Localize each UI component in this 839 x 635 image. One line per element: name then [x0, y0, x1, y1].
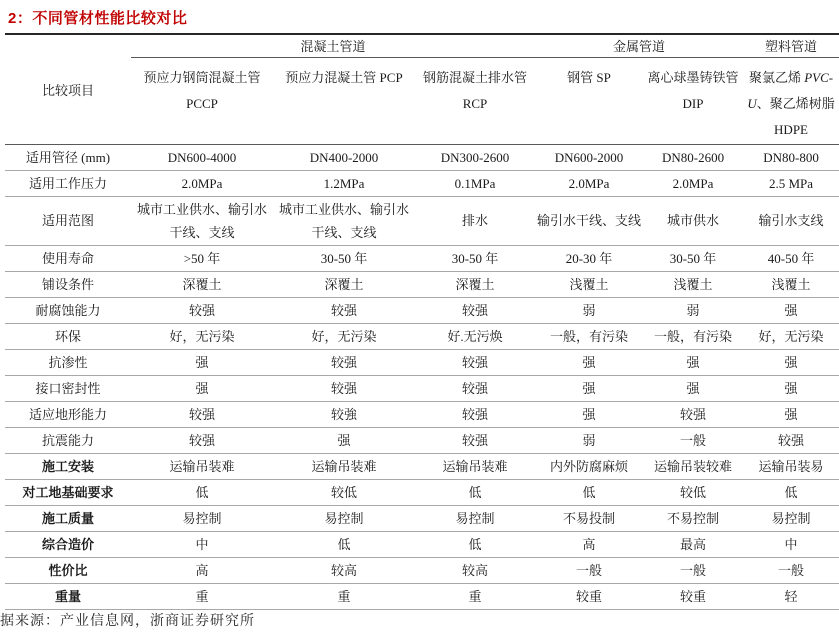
table-cell: 中	[131, 531, 273, 557]
plastic-name-post: 、聚乙烯树脂 HDPE	[756, 95, 835, 137]
table-cell: >50 年	[131, 245, 273, 271]
table-cell: 深覆土	[273, 271, 415, 297]
table-cell: 城市工业供水、输引水干线、支线	[273, 196, 415, 245]
table-cell: 城市工业供水、输引水干线、支线	[131, 196, 273, 245]
row-label: 接口密封性	[5, 375, 131, 401]
row-label: 对工地基础要求	[5, 479, 131, 505]
table-cell: 较高	[273, 557, 415, 583]
table-cell: 较强	[131, 401, 273, 427]
plastic-name-pre: 聚氯乙烯	[748, 69, 805, 85]
table-cell: 较强	[415, 349, 535, 375]
table-cell: DN80-2600	[643, 144, 743, 170]
table-cell: 强	[743, 349, 839, 375]
table-cell: 强	[131, 349, 273, 375]
table-cell: 低	[535, 479, 643, 505]
table-cell: 深覆土	[131, 271, 273, 297]
table-cell: 低	[415, 479, 535, 505]
table-cell: 易控制	[273, 505, 415, 531]
table-cell: 较强	[415, 375, 535, 401]
row-label: 综合造价	[5, 531, 131, 557]
source-note: 据来源：产业信息网，浙商证券研究所	[0, 614, 255, 629]
table-cell: 较强	[131, 427, 273, 453]
table-cell: 2.0MPa	[643, 170, 743, 196]
table-cell: 重	[131, 583, 273, 609]
table-cell: 强	[535, 375, 643, 401]
row-label: 环保	[5, 323, 131, 349]
table-cell: 重	[415, 583, 535, 609]
table-cell: 较强	[273, 349, 415, 375]
table-cell: 1.2MPa	[273, 170, 415, 196]
table-cell: 低	[131, 479, 273, 505]
table-cell: 强	[743, 401, 839, 427]
table-cell: 2.0MPa	[535, 170, 643, 196]
table-row	[5, 505, 839, 531]
table-row	[5, 271, 839, 297]
table-cell: 较強	[273, 401, 415, 427]
table-cell: 浅覆土	[535, 271, 643, 297]
table-cell: 低	[743, 479, 839, 505]
table-cell: 低	[415, 531, 535, 557]
table-cell: 好，无污染	[743, 323, 839, 349]
table-cell: 强	[743, 297, 839, 323]
table-cell: 一般，有污染	[643, 323, 743, 349]
table-cell: DN400-2000	[273, 144, 415, 170]
table-cell: 强	[535, 401, 643, 427]
table-cell: 一般，有污染	[535, 323, 643, 349]
table-cell: 一般	[643, 557, 743, 583]
table-cell: 较强	[643, 401, 743, 427]
table-cell: 强	[643, 349, 743, 375]
table-cell: 运输吊装难	[131, 453, 273, 479]
table-cell: 30-50 年	[643, 245, 743, 271]
table-cell: 较重	[643, 583, 743, 609]
table-cell: 弱	[535, 297, 643, 323]
table-cell: 好，无污染	[273, 323, 415, 349]
table-row	[5, 297, 839, 323]
table-cell: 易控制	[131, 505, 273, 531]
row-label: 使用寿命	[5, 245, 131, 271]
table-cell: 一般	[643, 427, 743, 453]
table-row	[5, 349, 839, 375]
table-row	[5, 144, 839, 170]
row-label: 适应地形能力	[5, 401, 131, 427]
table-cell: 较强	[273, 297, 415, 323]
table-cell: 弱	[643, 297, 743, 323]
table-cell: 浅覆土	[643, 271, 743, 297]
table-cell: 重	[273, 583, 415, 609]
group-header-plastic: 塑料管道	[743, 34, 839, 57]
column-header-row	[5, 57, 839, 144]
row-label: 性价比	[5, 557, 131, 583]
table-cell: 运输吊装较难	[643, 453, 743, 479]
table-cell: 不易投制	[535, 505, 643, 531]
row-label: 重量	[5, 583, 131, 609]
table-cell: 强	[743, 375, 839, 401]
table-cell: 中	[743, 531, 839, 557]
table-cell: 较强	[415, 297, 535, 323]
row-label: 适用工作压力	[5, 170, 131, 196]
table-cell: 输引水支线	[743, 196, 839, 245]
corner-header: 比较项目	[5, 34, 131, 144]
table-cell: 较低	[643, 479, 743, 505]
row-label: 施工质量	[5, 505, 131, 531]
table-cell: 一般	[535, 557, 643, 583]
group-header-row	[5, 34, 839, 57]
table-cell: 运输吊装易	[743, 453, 839, 479]
table-cell: 运输吊装难	[415, 453, 535, 479]
table-body	[5, 144, 839, 609]
row-label: 适用范图	[5, 196, 131, 245]
table-cell: 40-50 年	[743, 245, 839, 271]
table-cell: 高	[131, 557, 273, 583]
table-cell: 深覆土	[415, 271, 535, 297]
table-cell: 较强	[743, 427, 839, 453]
column-header-pcp: 预应力混凝土管 PCP	[273, 57, 415, 144]
table-cell: 0.1MPa	[415, 170, 535, 196]
table-cell: 30-50 年	[273, 245, 415, 271]
table-row	[5, 375, 839, 401]
table-cell: 轻	[743, 583, 839, 609]
table-cell: 较重	[535, 583, 643, 609]
table-cell: 高	[535, 531, 643, 557]
table-cell: 内外防腐麻烦	[535, 453, 643, 479]
table-cell: 最高	[643, 531, 743, 557]
table-row	[5, 531, 839, 557]
row-label: 抗震能力	[5, 427, 131, 453]
group-header-concrete: 混凝土管道	[131, 34, 535, 57]
table-cell: 易控制	[415, 505, 535, 531]
table-cell: 20-30 年	[535, 245, 643, 271]
column-header-rcp: 钢筋混凝土排水管 RCP	[415, 57, 535, 144]
table-row	[5, 583, 839, 609]
table-cell: 排水	[415, 196, 535, 245]
table-cell: DN600-2000	[535, 144, 643, 170]
table-cell: 弱	[535, 427, 643, 453]
table-cell: 城市供水	[643, 196, 743, 245]
table-cell: DN300-2600	[415, 144, 535, 170]
pipe-comparison-table	[5, 33, 839, 610]
table-cell: 30-50 年	[415, 245, 535, 271]
table-cell: 好.无污焕	[415, 323, 535, 349]
table-cell: 不易控制	[643, 505, 743, 531]
table-row	[5, 401, 839, 427]
table-cell: DN80-800	[743, 144, 839, 170]
table-row	[5, 323, 839, 349]
table-cell: 易控制	[743, 505, 839, 531]
row-label: 铺设条件	[5, 271, 131, 297]
table-row	[5, 557, 839, 583]
table-cell: DN600-4000	[131, 144, 273, 170]
table-cell: 运输吊装难	[273, 453, 415, 479]
table-row	[5, 427, 839, 453]
table-cell: 输引水干线、支线	[535, 196, 643, 245]
table-cell: 强	[643, 375, 743, 401]
column-header-sp: 钢管 SP	[535, 57, 643, 144]
table-row	[5, 479, 839, 505]
column-header-plastic	[743, 57, 839, 144]
table-cell: 2.5 MPa	[743, 170, 839, 196]
table-row	[5, 245, 839, 271]
row-label: 抗渗性	[5, 349, 131, 375]
plastic-name-italic: PVC-U	[747, 69, 834, 111]
row-label: 耐腐蚀能力	[5, 297, 131, 323]
table-row	[5, 170, 839, 196]
table-cell: 较低	[273, 479, 415, 505]
table-cell: 浅覆土	[743, 271, 839, 297]
table-cell: 较强	[273, 375, 415, 401]
table-cell: 强	[273, 427, 415, 453]
figure-title: 2：不同管材性能比较对比	[8, 10, 188, 27]
table-cell: 较强	[415, 427, 535, 453]
table-row	[5, 196, 839, 245]
table-cell: 较强	[415, 401, 535, 427]
table-cell: 强	[535, 349, 643, 375]
row-label: 施工安装	[5, 453, 131, 479]
column-header-dip: 离心球墨铸铁管 DIP	[643, 57, 743, 144]
table-row	[5, 453, 839, 479]
table-cell: 2.0MPa	[131, 170, 273, 196]
table-cell: 低	[273, 531, 415, 557]
row-label: 适用管径 (mm)	[5, 144, 131, 170]
table-cell: 较高	[415, 557, 535, 583]
group-header-metal: 金属管道	[535, 34, 743, 57]
table-cell: 好，无污染	[131, 323, 273, 349]
table-cell: 较强	[131, 297, 273, 323]
table-cell: 强	[131, 375, 273, 401]
table-cell: 一般	[743, 557, 839, 583]
column-header-pccp: 预应力钢筒混凝土管 PCCP	[131, 57, 273, 144]
